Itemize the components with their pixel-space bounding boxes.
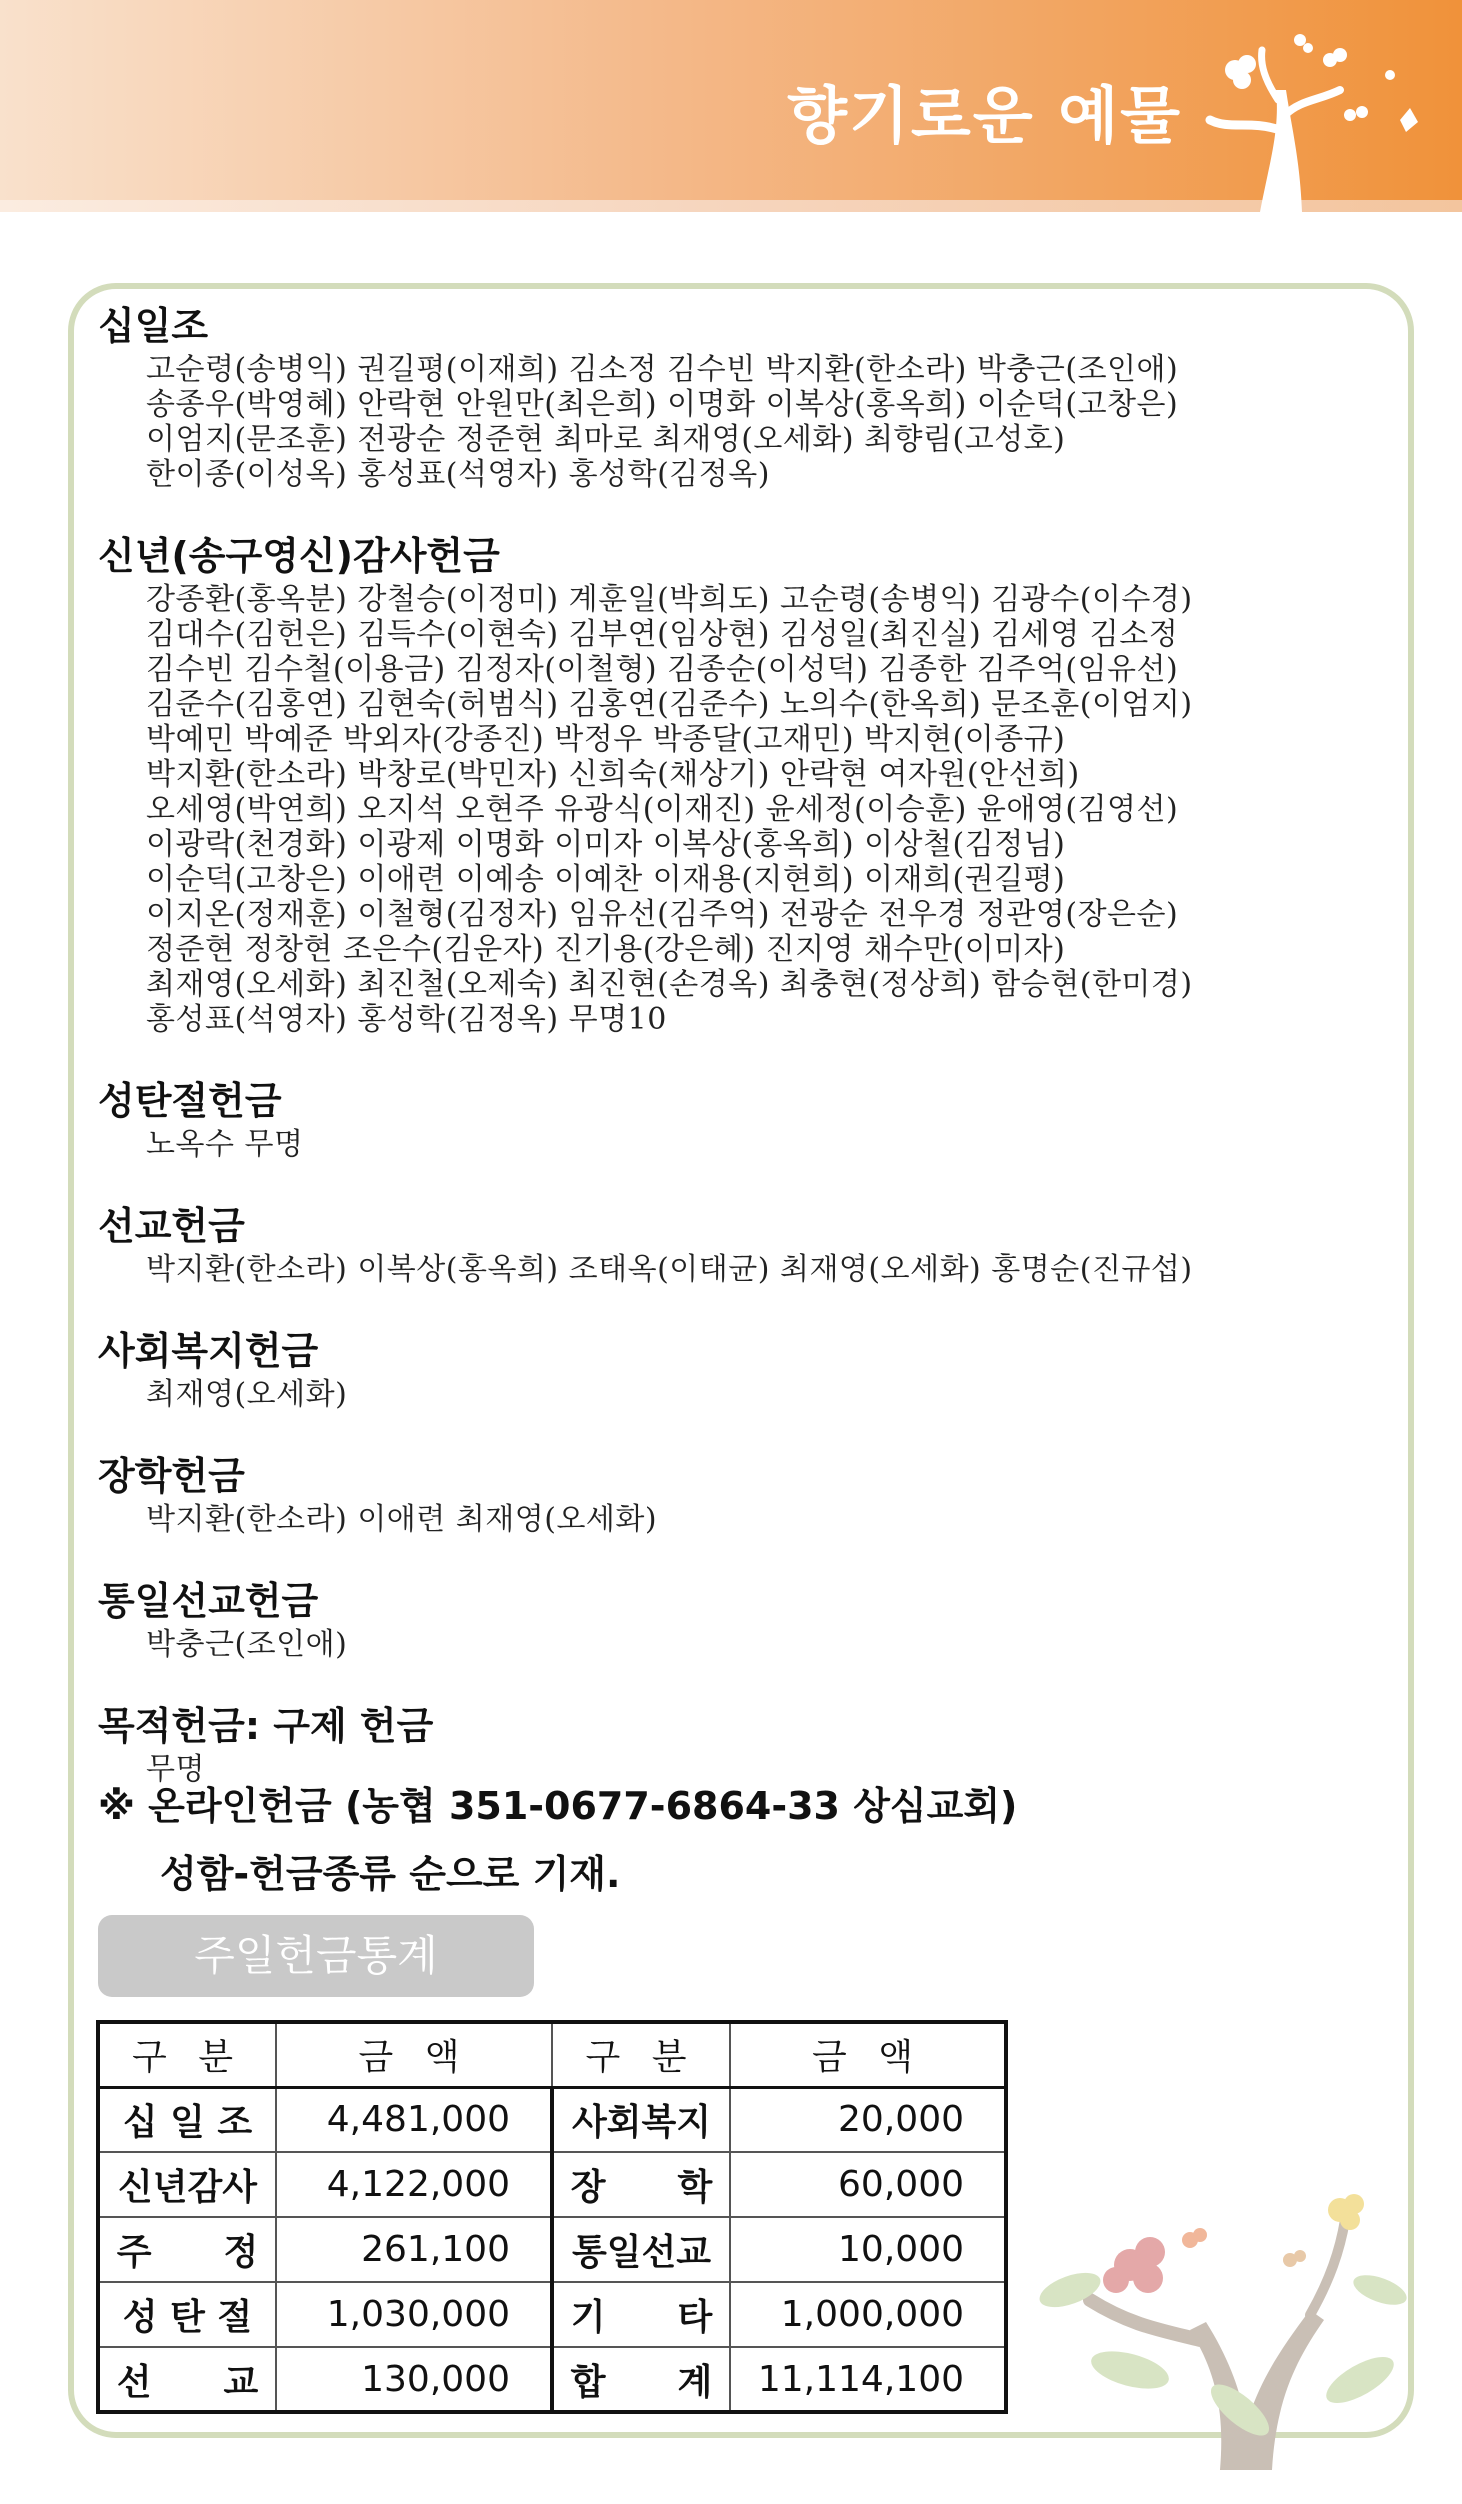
table-header-row bbox=[98, 2022, 1006, 2087]
names-line: 박지환(한소라) 이애련 최재영(오세화) bbox=[146, 1502, 658, 1537]
category-cell: 주 정 bbox=[98, 2217, 276, 2282]
names-line: 노옥수 무명 bbox=[146, 1127, 304, 1162]
table-row bbox=[98, 2152, 1006, 2217]
section-tithe bbox=[98, 300, 1368, 492]
amount-cell: 4,122,000 bbox=[276, 2152, 552, 2217]
names-line: 최재영(오세화) 최진철(오제숙) 최진현(손경옥) 최충현(정상희) 함승현(한미경) bbox=[146, 967, 1193, 1002]
table-row bbox=[98, 2087, 1006, 2152]
section-names bbox=[98, 1627, 1368, 1662]
tree-illustration-icon bbox=[1010, 2180, 1450, 2470]
table-row bbox=[98, 2347, 1006, 2412]
online-offering-notice bbox=[98, 1772, 1017, 1908]
amount-cell: 20,000 bbox=[730, 2087, 1006, 2152]
category-cell: 통일선교 bbox=[552, 2217, 730, 2282]
section-names bbox=[98, 1502, 1368, 1537]
notice-line: ※ 온라인헌금 (농협 351-0677-6864-33 상심교회) bbox=[98, 1784, 1018, 1828]
stats-label: 주일헌금통계 bbox=[98, 1915, 534, 1997]
amount-cell: 261,100 bbox=[276, 2217, 552, 2282]
names-line: 정준현 정창현 조은수(김운자) 진기용(강은혜) 진지영 채수만(이미자) bbox=[146, 932, 1066, 967]
category-cell: 합 계 bbox=[552, 2347, 730, 2412]
names-line: 김준수(김홍연) 김현숙(허범식) 김홍연(김준수) 노의수(한옥희) 문조훈(이엄지) bbox=[146, 687, 1193, 722]
section-title: 성탄절헌금 bbox=[98, 1079, 282, 1123]
names-line: 강종환(홍옥분) 강철승(이정미) 계훈일(박희도) 고순령(송병익) 김광수(이수경) bbox=[146, 582, 1193, 617]
names-line: 박지환(한소라) 이복상(홍옥희) 조태옥(이태균) 최재영(오세화) 홍명순(진규섭) bbox=[146, 1252, 1193, 1287]
notice-line: 성함-헌금종류 순으로 기재. bbox=[160, 1852, 621, 1896]
offering-stats-table bbox=[96, 2020, 1008, 2414]
names-line: 이광락(천경화) 이광제 이명화 이미자 이복상(홍옥희) 이상철(김정님) bbox=[146, 827, 1066, 862]
section-title: 선교헌금 bbox=[98, 1204, 245, 1248]
section-names bbox=[98, 1127, 1368, 1162]
names-line: 김대수(김헌은) 김득수(이현숙) 김부연(임상현) 김성일(최진실) 김세영 김소정 bbox=[146, 617, 1179, 652]
names-line: 이엄지(문조훈) 전광순 정준현 최마로 최재영(오세화) 최향림(고성호) bbox=[146, 422, 1066, 457]
section-title: 사회복지헌금 bbox=[98, 1329, 319, 1373]
table-row bbox=[98, 2217, 1006, 2282]
names-line: 박충근(조인애) bbox=[146, 1627, 348, 1662]
section-title: 십일조 bbox=[98, 304, 209, 348]
category-cell: 장 학 bbox=[552, 2152, 730, 2217]
section-names bbox=[98, 582, 1368, 1037]
names-line: 김수빈 김수철(이용금) 김정자(이철형) 김종순(이성덕) 김종한 김주억(임유선) bbox=[146, 652, 1179, 687]
amount-cell: 10,000 bbox=[730, 2217, 1006, 2282]
names-line: 고순령(송병익) 권길평(이재희) 김소정 김수빈 박지환(한소라) 박충근(조인애) bbox=[146, 352, 1179, 387]
category-cell: 기 타 bbox=[552, 2282, 730, 2347]
section-names bbox=[98, 1377, 1368, 1412]
category-cell: 신년감사 bbox=[98, 2152, 276, 2217]
names-line: 최재영(오세화) bbox=[146, 1377, 348, 1412]
page-title: 향기로운 예물 bbox=[787, 79, 1182, 152]
names-line: 한이종(이성옥) 홍성표(석영자) 홍성학(김정옥) bbox=[146, 457, 770, 492]
tree-icon bbox=[1190, 20, 1450, 212]
section-title: 목적헌금: 구제 헌금 bbox=[98, 1704, 434, 1748]
names-line: 송종우(박영혜) 안락현 안원만(최은희) 이명화 이복상(홍옥희) 이순덕(고창은) bbox=[146, 387, 1179, 422]
section-mission bbox=[98, 1200, 1368, 1287]
names-line: 박지환(한소라) 박창로(박민자) 신희숙(채상기) 안락현 여자원(안선희) bbox=[146, 757, 1080, 792]
amount-cell: 1,000,000 bbox=[730, 2282, 1006, 2347]
amount-cell: 1,030,000 bbox=[276, 2282, 552, 2347]
names-line: 오세영(박연희) 오지석 오현주 유광식(이재진) 윤세정(이승훈) 윤애영(김영선) bbox=[146, 792, 1179, 827]
category-cell: 십 일 조 bbox=[98, 2087, 276, 2152]
column-header: 금 액 bbox=[276, 2022, 552, 2087]
names-line: 이지온(정재훈) 이철형(김정자) 임유선(김주억) 전광순 전우경 정관영(장은순) bbox=[146, 897, 1179, 932]
column-header: 구 분 bbox=[98, 2022, 276, 2087]
section-title: 장학헌금 bbox=[98, 1454, 245, 1498]
section-title: 통일선교헌금 bbox=[98, 1579, 319, 1623]
section-welfare bbox=[98, 1325, 1368, 1412]
section-title: 신년(송구영신)감사헌금 bbox=[98, 534, 500, 578]
offering-list bbox=[98, 300, 1368, 1825]
category-cell: 사회복지 bbox=[552, 2087, 730, 2152]
column-header: 금 액 bbox=[730, 2022, 1006, 2087]
section-names bbox=[98, 352, 1368, 492]
section-newyear bbox=[98, 530, 1368, 1037]
names-line: 박예민 박예준 박외자(강종진) 박정우 박종달(고재민) 박지현(이종규) bbox=[146, 722, 1066, 757]
names-line: 이순덕(고창은) 이애련 이예송 이예찬 이재용(지현희) 이재희(권길평) bbox=[146, 862, 1066, 897]
section-scholarship bbox=[98, 1450, 1368, 1537]
column-header: 구 분 bbox=[552, 2022, 730, 2087]
amount-cell: 60,000 bbox=[730, 2152, 1006, 2217]
names-line: 홍성표(석영자) 홍성학(김정옥) 무명10 bbox=[146, 1002, 667, 1037]
table-row bbox=[98, 2282, 1006, 2347]
amount-cell: 130,000 bbox=[276, 2347, 552, 2412]
section-names bbox=[98, 1252, 1368, 1287]
amount-cell: 4,481,000 bbox=[276, 2087, 552, 2152]
amount-cell: 11,114,100 bbox=[730, 2347, 1006, 2412]
names-line: 무명 bbox=[146, 1752, 205, 1787]
category-cell: 성 탄 절 bbox=[98, 2282, 276, 2347]
category-cell: 선 교 bbox=[98, 2347, 276, 2412]
section-unification bbox=[98, 1575, 1368, 1662]
section-christmas bbox=[98, 1075, 1368, 1162]
